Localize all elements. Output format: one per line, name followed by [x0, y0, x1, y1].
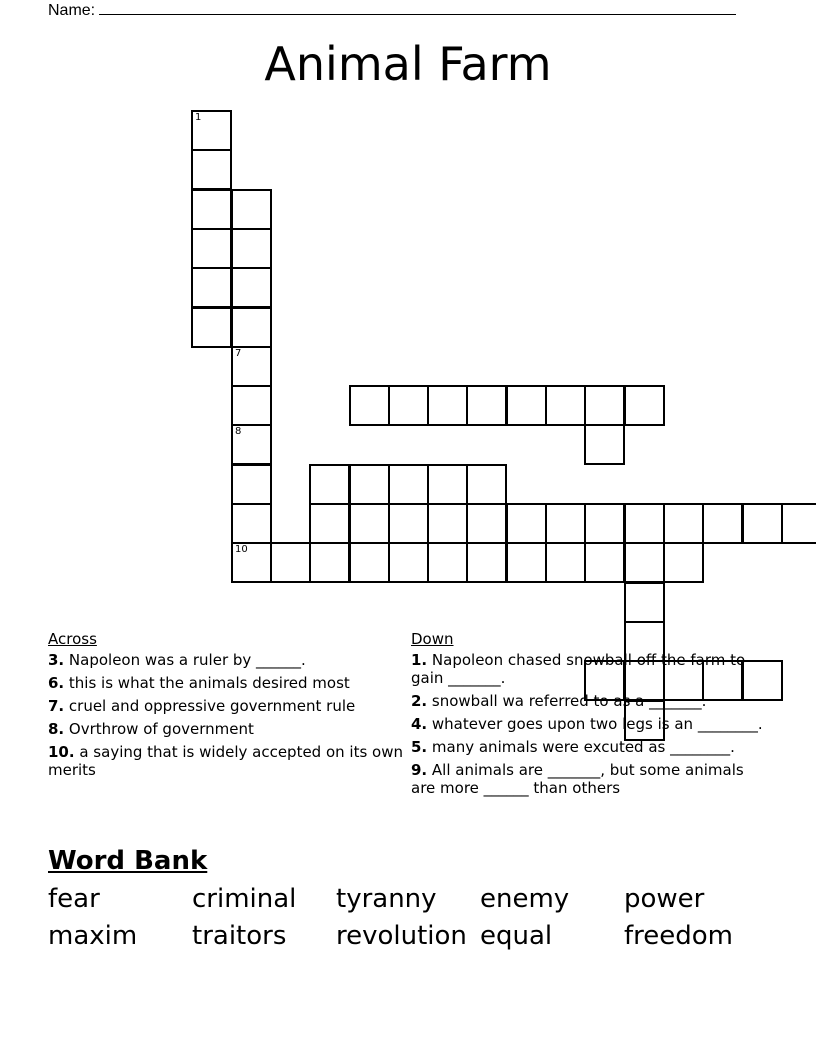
name-label: Name:: [48, 2, 96, 19]
across-clue: [48, 697, 408, 715]
grid-cell[interactable]: [191, 110, 232, 151]
clue-number-label: 9.: [411, 761, 428, 779]
grid-cell[interactable]: [309, 464, 350, 505]
clue-text: many animals were excuted as ________.: [427, 738, 735, 756]
clue-number: 10: [235, 544, 248, 555]
grid-cell[interactable]: [231, 385, 272, 426]
across-clue: [48, 674, 408, 692]
grid-cell[interactable]: [584, 424, 625, 465]
grid-cell[interactable]: [231, 542, 272, 583]
across-clue: [48, 651, 408, 669]
clue-text: cruel and oppressive government rule: [64, 697, 356, 715]
grid-cell[interactable]: [506, 503, 547, 544]
grid-cell[interactable]: [506, 542, 547, 583]
grid-cell[interactable]: [388, 503, 429, 544]
word-bank-heading: Word Bank: [48, 846, 208, 876]
clue-number-label: 6.: [48, 674, 65, 692]
down-clue: [411, 651, 771, 687]
grid-cell[interactable]: [624, 385, 665, 426]
clue-number-label: 1.: [411, 651, 428, 669]
clue-number-label: 10.: [48, 743, 75, 761]
grid-cell[interactable]: [349, 385, 390, 426]
grid-cell[interactable]: [781, 503, 816, 544]
clue-number: 1: [195, 112, 202, 123]
grid-cell[interactable]: [309, 503, 350, 544]
grid-cell[interactable]: [349, 464, 390, 505]
word-bank-item: equal: [480, 921, 553, 951]
grid-cell[interactable]: [231, 503, 272, 544]
down-heading: Down: [411, 630, 454, 648]
grid-cell[interactable]: [663, 503, 704, 544]
grid-cell[interactable]: [349, 503, 390, 544]
grid-cell[interactable]: [427, 385, 468, 426]
clue-number-label: 5.: [411, 738, 428, 756]
grid-cell[interactable]: [231, 464, 272, 505]
clue-text: Napoleon was a ruler by ______.: [64, 651, 306, 669]
grid-cell[interactable]: [506, 385, 547, 426]
grid-cell[interactable]: [545, 503, 586, 544]
grid-cell[interactable]: [427, 542, 468, 583]
word-bank-item: revolution: [336, 921, 467, 951]
grid-cell[interactable]: [231, 424, 272, 465]
grid-cell[interactable]: [191, 149, 232, 190]
grid-cell[interactable]: [742, 503, 783, 544]
clue-text: Napoleon chased snowball off the farm to gain _______.: [411, 651, 746, 687]
word-bank: [48, 882, 788, 953]
clue-number-label: 2.: [411, 692, 428, 710]
down-clue: [411, 738, 771, 756]
across-clue: [48, 743, 408, 779]
down-clue: [411, 715, 771, 733]
clue-text: a saying that is widely accepted on its own merits: [48, 743, 404, 779]
word-bank-item: maxim: [48, 921, 138, 951]
clue-number: 8: [235, 426, 242, 437]
grid-cell[interactable]: [427, 503, 468, 544]
grid-cell[interactable]: [624, 503, 665, 544]
grid-cell[interactable]: [270, 542, 311, 583]
grid-cell[interactable]: [191, 189, 232, 230]
grid-cell[interactable]: [388, 385, 429, 426]
word-bank-item: enemy: [480, 884, 570, 914]
grid-cell[interactable]: [388, 464, 429, 505]
grid-cell[interactable]: [231, 346, 272, 387]
word-bank-item: traitors: [192, 921, 287, 951]
grid-cell[interactable]: [191, 267, 232, 308]
grid-cell[interactable]: [427, 464, 468, 505]
grid-cell[interactable]: [231, 228, 272, 269]
word-bank-item: freedom: [624, 921, 734, 951]
grid-cell[interactable]: [466, 503, 507, 544]
clue-text: Ovrthrow of government: [64, 720, 254, 738]
across-heading: Across: [48, 630, 97, 648]
grid-cell[interactable]: [309, 542, 350, 583]
clue-text: All animals are _______, but some animals are more ______ than others: [411, 761, 744, 797]
grid-cell[interactable]: [231, 267, 272, 308]
grid-cell[interactable]: [231, 307, 272, 348]
grid-cell[interactable]: [466, 464, 507, 505]
grid-cell[interactable]: [624, 582, 665, 623]
across-clues: [48, 631, 408, 784]
clue-number-label: 7.: [48, 697, 65, 715]
grid-cell[interactable]: [466, 385, 507, 426]
across-clue: [48, 720, 408, 738]
clue-text: this is what the animals desired most: [64, 674, 350, 692]
grid-cell[interactable]: [231, 189, 272, 230]
clue-number-label: 8.: [48, 720, 65, 738]
clue-number-label: 3.: [48, 651, 65, 669]
clue-text: whatever goes upon two legs is an ________.: [427, 715, 763, 733]
grid-cell[interactable]: [702, 503, 743, 544]
grid-cell[interactable]: [466, 542, 507, 583]
grid-cell[interactable]: [584, 542, 625, 583]
clue-text: snowball wa referred to as a _______.: [427, 692, 707, 710]
page-title: Animal Farm: [264, 37, 552, 91]
word-bank-item: criminal: [192, 884, 297, 914]
grid-cell[interactable]: [191, 307, 232, 348]
grid-cell[interactable]: [349, 542, 390, 583]
grid-cell[interactable]: [624, 542, 665, 583]
grid-cell[interactable]: [584, 503, 625, 544]
clue-number-label: 4.: [411, 715, 428, 733]
word-bank-item: power: [624, 884, 705, 914]
grid-cell[interactable]: [191, 228, 232, 269]
clue-number: 7: [235, 348, 242, 359]
down-clues: [411, 631, 771, 802]
grid-cell[interactable]: [584, 385, 625, 426]
word-bank-item: tyranny: [336, 884, 437, 914]
down-clue: [411, 692, 771, 710]
word-bank-item: fear: [48, 884, 100, 914]
grid-cell[interactable]: [663, 542, 704, 583]
grid-cell[interactable]: [545, 385, 586, 426]
grid-cell[interactable]: [545, 542, 586, 583]
down-clue: [411, 761, 771, 797]
grid-cell[interactable]: [388, 542, 429, 583]
